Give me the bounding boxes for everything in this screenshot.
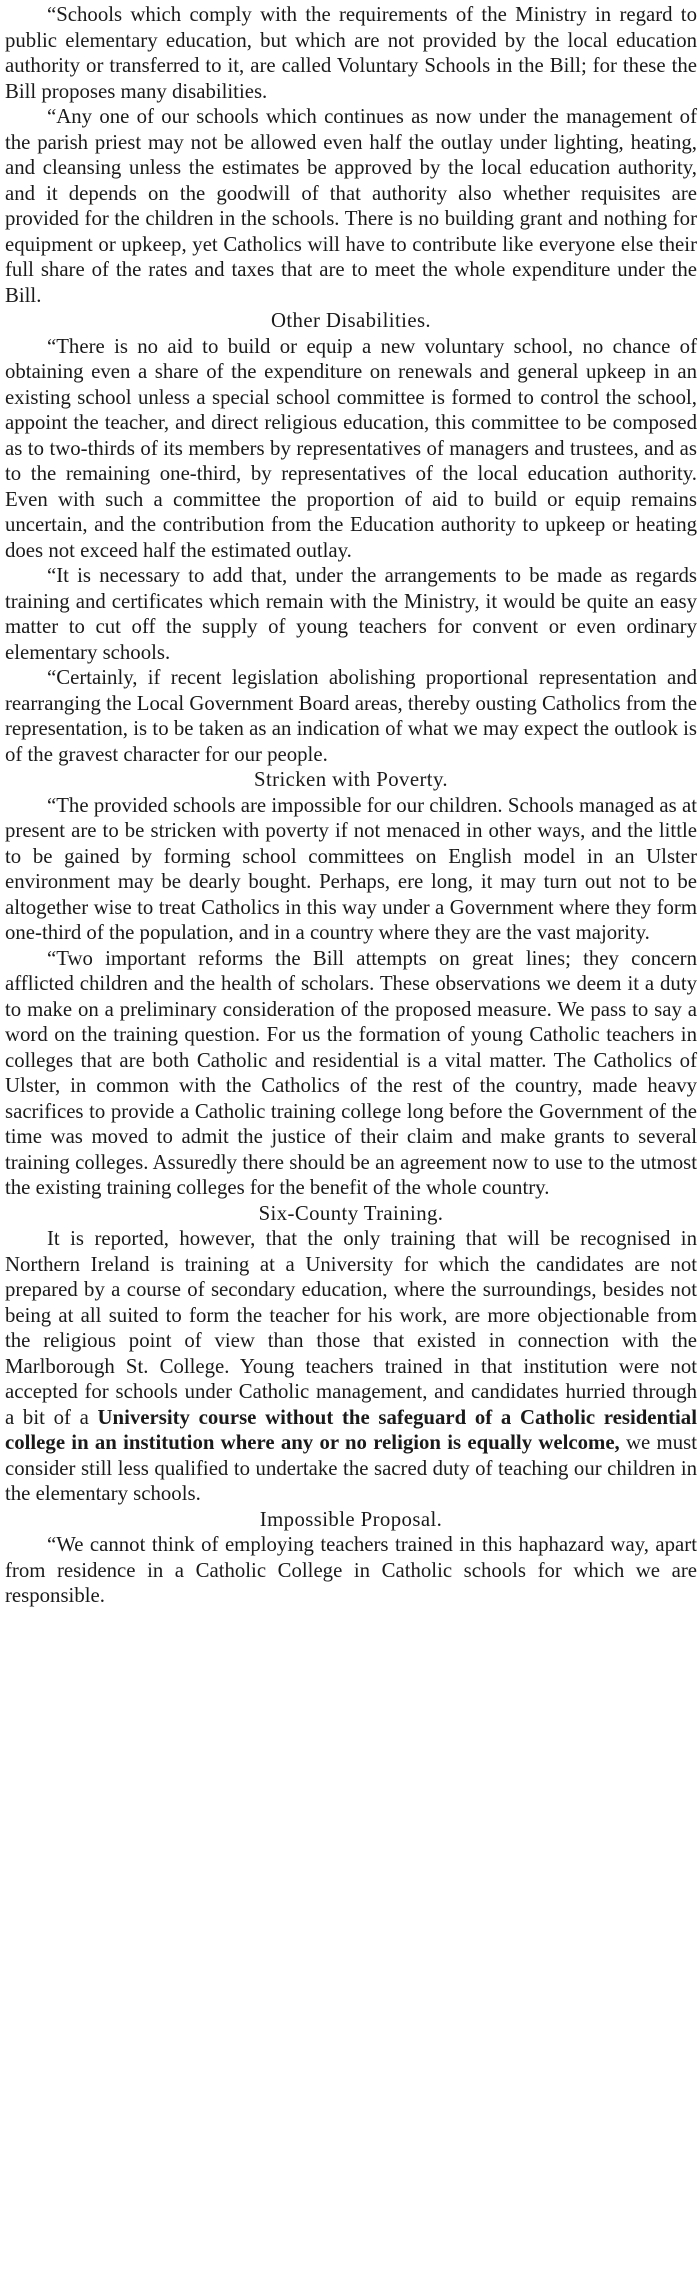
paragraph: “It is necessary to add that, under the arrangements to be made as regards training and certificates which remain with the Ministry, it would be quite an easy matter to cut off the supply of young teachers for convent or even ordinary elementary schools.	[5, 564, 697, 664]
paragraph: “There is no aid to build or equip a new voluntary school, no chance of obtaining even a share of the expenditure on renewals and general upkeep in an existing school unless a special school committee is formed to control the school, appoint the teacher, and direct religious education, this committee to be composed as to two-thirds of its members by representatives of managers and trustees, and as to the remaining one-third, by representatives of the local education authority. Even with such a committee the proportion of aid to build or equip remains uncertain, and the contribution from the Education authority to upkeep or heating does not exceed half the estimated outlay.	[5, 334, 697, 562]
section-heading: Stricken with Poverty.	[253, 768, 449, 791]
article-column	[5, 2, 697, 1609]
paragraph: “Any one of our schools which continues as now under the management of the parish priest may not be allowed even half the outlay under lighting, heating, and cleansing unless the estimates be approved by the local education authority, and it depends on the goodwill of that authority also whether requisites are provided for the children in the schools. There is no building grant and nothing for equipment or upkeep, yet Catholics will have to contribute like everyone else their full share of the rates and taxes that are to meet the whole expenditure under the Bill.	[5, 105, 697, 307]
paragraph-text: we must consider still less qualified to undertake the sacred duty of teaching our children in the elementary schools.	[5, 1431, 697, 1505]
paragraph: “The provided schools are impossible for our children. Schools managed as at present are to be stricken with poverty if not menaced in other ways, and the little to be gained by forming school committees on English model in an Ulster environment may be dearly bought. Perhaps, ere long, it may turn out not to be altogether wise to treat Catholics in this way under a Government where they form one-third of the population, and in a country where they are the vast majority.	[5, 793, 697, 944]
bold-text: University course without the safeguard of a Catholic residential college in an institution where any or no religion is equally welcome,	[5, 1405, 697, 1454]
paragraph-text: It is reported, however, that the only training that will be recognised in Northern Ireland is training at a University for which the candidates are not prepared by a course of secondary education, where the surroundings, besides not being at all suited to form the teacher for his work, are more objectionable from the religious point of view than those that existed in connection with the Marlborough St. College. Young teachers trained in that institution were not accepted for schools under Catholic management, and candidates hurried through a bit of a	[5, 1227, 697, 1429]
paragraph: “We cannot think of employing teachers trained in this haphazard way, apart from residence in a Catholic College in Catholic schools for which we are responsible.	[5, 1533, 697, 1607]
paragraph: “Certainly, if recent legislation abolishing proportional representation and rearranging the Local Government Board areas, thereby ousting Catholics from the representation, is to be taken as an indication of what we may expect the outlook is of the gravest character for our people.	[5, 666, 697, 766]
paragraph: “Schools which comply with the requirements of the Ministry in regard to public elementary education, but which are not provided by the local education authority or transferred to it, are called Voluntary Schools in the Bill; for these the Bill proposes many disabilities.	[5, 3, 697, 103]
section-heading: Other Disabilities.	[270, 309, 432, 332]
paragraph: “Two important reforms the Bill attempts on great lines; they concern afflicted children and the health of scholars. These observations we deem it a duty to make on a preliminary consideration of the proposed measure. We pass to say a word on the training question. For us the formation of young Catholic teachers in colleges that are both Catholic and residential is a vital matter. The Catholics of Ulster, in common with the Catholics of the rest of the country, made heavy sacrifices to provide a Catholic training college long before the Government of the time was moved to admit the justice of their claim and make grants to several training colleges. Assuredly there should be an agreement now to use to the utmost the existing training colleges for the benefit of the whole country.	[5, 946, 697, 1199]
section-heading: Six-County Training.	[258, 1201, 444, 1225]
section-heading: Impossible Proposal.	[259, 1507, 443, 1531]
paragraph	[5, 1226, 697, 1507]
